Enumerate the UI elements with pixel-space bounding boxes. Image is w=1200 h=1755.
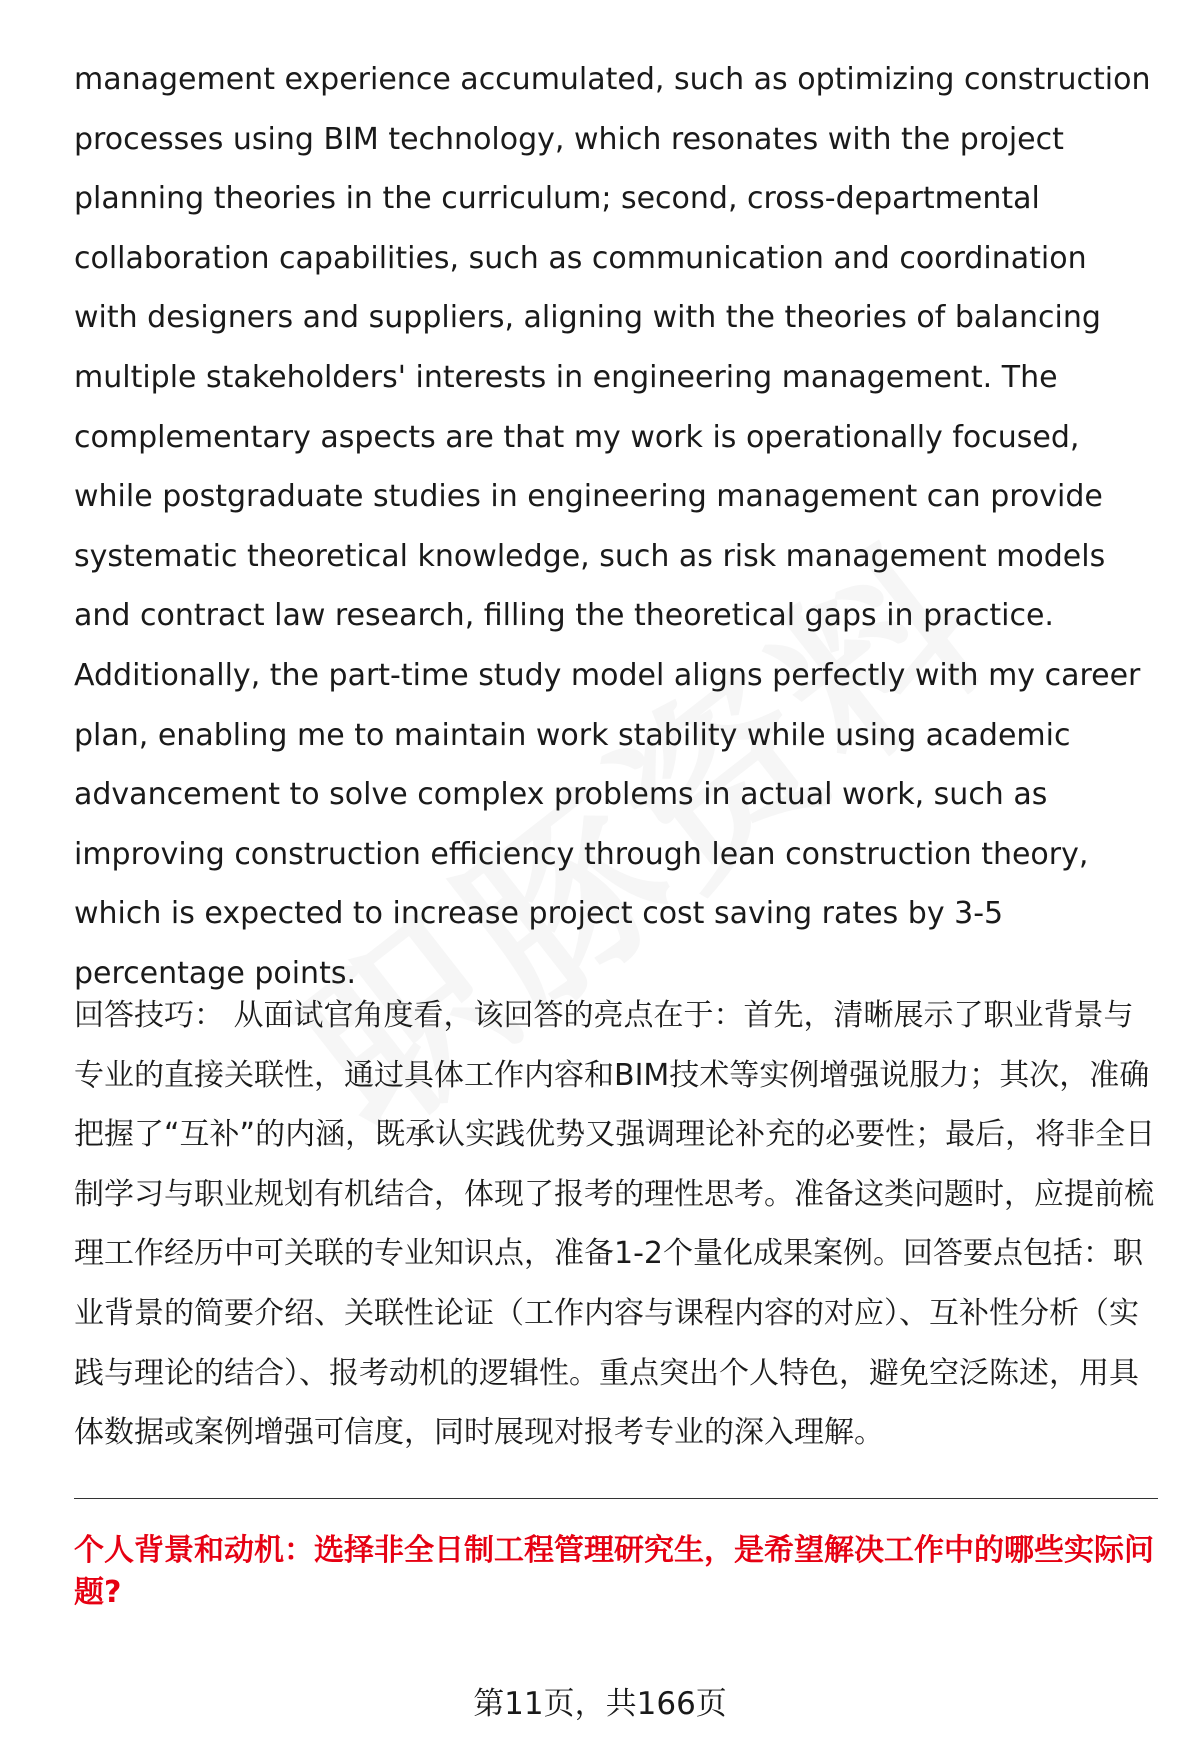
section-divider <box>74 1498 1158 1499</box>
answer-paragraph: management experience accumulated, such as optimizing construction processes using BIM technology, which resonates with the project planning theories in the curriculum; second, cross-departmental collaboration capabilities, such as communication and coordination with designers and suppliers, aligning with the theories of balancing multiple stakeholders' interests in engineering management. The complementary aspects are that my work is operationally focused, while postgraduate studies in engineering management can provide systematic theoretical knowledge, such as risk management models and contract law research, filling the theoretical gaps in practice. Additionally, the part-time study model aligns perfectly with my career plan, enabling me to maintain work stability while using academic advancement to solve complex problems in actual work, such as improving construction efficiency through lean construction theory, which is expected to increase project cost saving rates by 3-5 percentage points. <box>74 62 1151 991</box>
tips-text: 从面试官角度看，该回答的亮点在于：首先，清晰展示了职业背景与专业的直接关联性，通过具体工作内容和BIM技术等实例增强说服力；其次，准确把握了“互补”的内涵，既承认实践优势又强调理论补充的必要性；最后，将非全日制学习与职业规划有机结合，体现了报考的理性思考。准备这类问题时，应提前梳理工作经历中可关联的专业知识点，准备1-2个量化成果案例。回答要点包括：职业背景的简要介绍、关联性论证（工作内容与课程内容的对应）、互补性分析（实践与理论的结合）、报考动机的逻辑性。重点突出个人特色，避免空泛陈述，用具体数据或案例增强可信度，同时展现对报考专业的深入理解。 <box>74 998 1156 1451</box>
tips-paragraph <box>74 986 1158 1463</box>
tips-label: 回答技巧： <box>74 998 224 1033</box>
page-content <box>74 50 1158 1463</box>
page-footer: 第11页，共166页 <box>473 1686 727 1722</box>
next-question-heading: 个人背景和动机：选择非全日制工程管理研究生，是希望解决工作中的哪些实际问题? <box>74 1533 1154 1610</box>
